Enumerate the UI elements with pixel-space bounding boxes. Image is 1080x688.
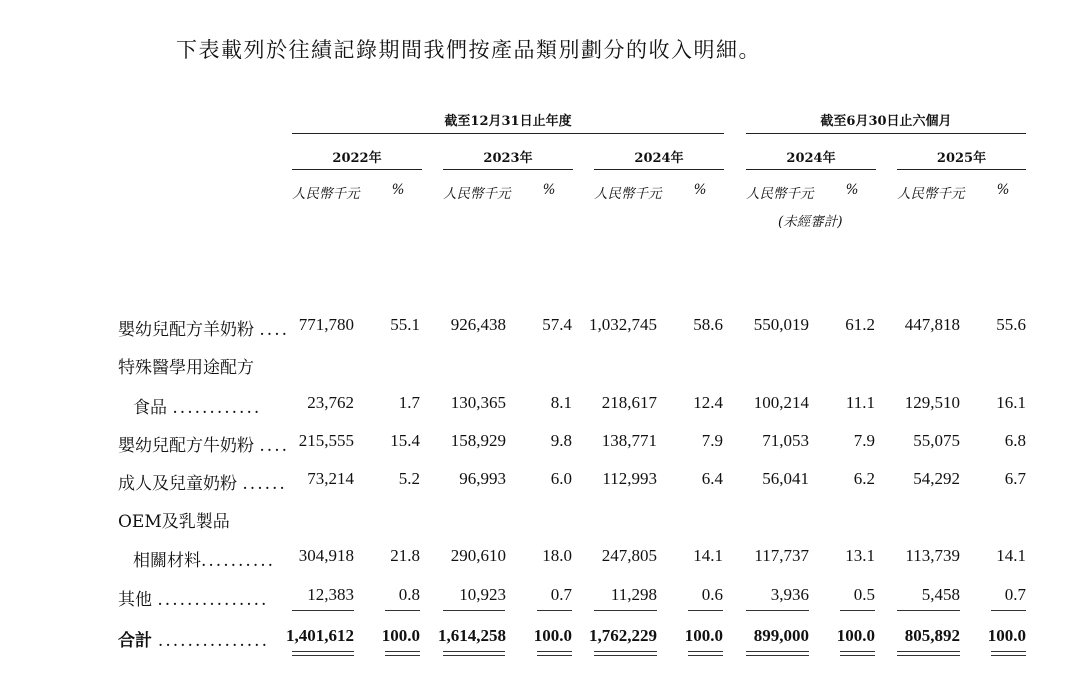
revenue-2022-total: 1,401,612 xyxy=(286,626,354,645)
row-label: 特殊醫學用途配方 xyxy=(118,358,254,378)
total-double-rule xyxy=(537,651,572,656)
row-label: 嬰幼兒配方羊奶粉 .... xyxy=(118,320,290,340)
subtotal-rule xyxy=(385,610,420,611)
header-year-2022: 2022年 xyxy=(332,151,382,166)
subtotal-rule xyxy=(688,610,723,611)
total-double-rule xyxy=(443,651,505,656)
revenue-2024: 112,993 xyxy=(602,469,657,488)
revenue-h1-2024-total: 899,000 xyxy=(753,626,809,645)
revenue-h1-2025: 113,739 xyxy=(905,546,960,565)
revenue-h1-2025: 54,292 xyxy=(913,469,960,488)
revenue-h1-2025: 129,510 xyxy=(904,393,960,412)
subtotal-rule xyxy=(746,610,809,611)
pct-h1-2025: 0.7 xyxy=(1004,585,1026,604)
pct-2022: 0.8 xyxy=(398,585,420,604)
revenue-h1-2024: 3,936 xyxy=(770,585,809,604)
rule-year-2023 xyxy=(443,169,573,170)
pct-2022: 55.1 xyxy=(390,315,420,334)
pct-h1-2025: 14.1 xyxy=(996,546,1026,565)
rule-halfyear-group xyxy=(746,133,1026,134)
revenue-h1-2025: 447,818 xyxy=(904,315,960,334)
revenue-h1-2024: 550,019 xyxy=(753,315,809,334)
rule-year-2024 xyxy=(594,169,724,170)
row-label: 成人及兒童奶粉 ...... xyxy=(118,474,287,494)
pct-2023: 8.1 xyxy=(550,393,572,412)
subtotal-rule xyxy=(292,610,354,611)
revenue-2022: 73,214 xyxy=(307,469,354,488)
pct-2024: 0.6 xyxy=(701,585,723,604)
unit-header: 人民幣千元 xyxy=(443,186,511,202)
row-label-total: 合計 ............... xyxy=(118,631,269,651)
pct-h1-2024: 7.9 xyxy=(853,431,875,450)
row-label-continued: 相關材料.......... xyxy=(133,551,276,571)
rule-year-2022 xyxy=(292,169,422,170)
pct-2023: 9.8 xyxy=(550,431,572,450)
total-double-rule xyxy=(897,651,960,656)
pct-2022: 21.8 xyxy=(390,546,420,565)
pct-h1-2025: 16.1 xyxy=(996,393,1026,412)
rule-period-2024 xyxy=(746,169,876,170)
unit-header: 人民幣千元 xyxy=(746,186,814,202)
intro-sentence: 下表載列於往績記錄期間我們按產品類別劃分的收入明細。 xyxy=(176,38,761,62)
pct-h1-2024: 13.1 xyxy=(845,546,875,565)
subtotal-rule xyxy=(537,610,572,611)
revenue-h1-2025-total: 805,892 xyxy=(904,626,960,645)
subtotal-rule xyxy=(840,610,875,611)
pct-2022-total: 100.0 xyxy=(381,626,420,645)
revenue-2023: 926,438 xyxy=(450,315,506,334)
subtotal-rule xyxy=(594,610,657,611)
pct-h1-2024: 61.2 xyxy=(845,315,875,334)
rule-period-2025 xyxy=(897,169,1026,170)
revenue-2022: 12,383 xyxy=(307,585,354,604)
revenue-h1-2024: 100,214 xyxy=(753,393,809,412)
revenue-2023: 10,923 xyxy=(459,585,506,604)
revenue-2022: 215,555 xyxy=(298,431,354,450)
pct-2024-total: 100.0 xyxy=(684,626,723,645)
row-label: 嬰幼兒配方牛奶粉 .... xyxy=(118,436,290,456)
pct-2023: 57.4 xyxy=(542,315,572,334)
row-label: OEM及乳製品 xyxy=(118,512,230,532)
pct-2023: 0.7 xyxy=(550,585,572,604)
revenue-2023: 290,610 xyxy=(450,546,506,565)
pct-header: % xyxy=(845,182,859,198)
revenue-2024: 247,805 xyxy=(601,546,657,565)
pct-2024: 6.4 xyxy=(701,469,723,488)
pct-h1-2025: 55.6 xyxy=(996,315,1026,334)
pct-2022: 1.7 xyxy=(398,393,420,412)
revenue-h1-2024: 71,053 xyxy=(762,431,809,450)
subtotal-rule xyxy=(443,610,505,611)
revenue-2024: 11,298 xyxy=(610,585,657,604)
pct-header: % xyxy=(693,182,707,198)
total-double-rule xyxy=(840,651,875,656)
unit-header: 人民幣千元 xyxy=(292,186,360,202)
total-double-rule xyxy=(991,651,1026,656)
total-double-rule xyxy=(594,651,657,656)
pct-2023-total: 100.0 xyxy=(533,626,572,645)
pct-2024: 12.4 xyxy=(693,393,723,412)
revenue-h1-2024: 117,737 xyxy=(754,546,809,565)
revenue-2023-total: 1,614,258 xyxy=(438,626,506,645)
pct-2023: 18.0 xyxy=(542,546,572,565)
total-double-rule xyxy=(292,651,354,656)
pct-2022: 15.4 xyxy=(390,431,420,450)
revenue-2022: 23,762 xyxy=(307,393,354,412)
revenue-2023: 130,365 xyxy=(450,393,506,412)
revenue-2024: 138,771 xyxy=(601,431,657,450)
revenue-2023: 158,929 xyxy=(450,431,506,450)
pct-h1-2025: 6.8 xyxy=(1004,431,1026,450)
pct-2024: 58.6 xyxy=(693,315,723,334)
header-period-2024: 2024年 xyxy=(786,151,836,166)
revenue-2024: 218,617 xyxy=(601,393,657,412)
pct-header: % xyxy=(542,182,556,198)
rule-year-group xyxy=(292,133,724,134)
pct-h1-2025-total: 100.0 xyxy=(987,626,1026,645)
revenue-2022: 771,780 xyxy=(298,315,354,334)
row-label-continued: 食品 ............ xyxy=(133,398,262,418)
pct-2024: 14.1 xyxy=(693,546,723,565)
header-year-2024: 2024年 xyxy=(634,151,684,166)
pct-h1-2024: 11.1 xyxy=(845,393,875,412)
subtotal-rule xyxy=(991,610,1026,611)
unit-header: 人民幣千元 xyxy=(594,186,662,202)
header-year-group: 截至12月31日止年度 xyxy=(444,114,572,129)
revenue-2022: 304,918 xyxy=(298,546,354,565)
revenue-2024: 1,032,745 xyxy=(589,315,657,334)
pct-header: % xyxy=(391,182,405,198)
pct-2024: 7.9 xyxy=(701,431,723,450)
revenue-2023: 96,993 xyxy=(459,469,506,488)
unaudited-note: (未經審計) xyxy=(778,214,843,230)
header-halfyear-group: 截至6月30日止六個月 xyxy=(820,114,952,129)
revenue-2024-total: 1,762,229 xyxy=(589,626,657,645)
pct-header: % xyxy=(996,182,1010,198)
pct-h1-2024: 6.2 xyxy=(853,469,875,488)
revenue-h1-2024: 56,041 xyxy=(762,469,809,488)
unit-header: 人民幣千元 xyxy=(897,186,965,202)
total-double-rule xyxy=(746,651,809,656)
total-double-rule xyxy=(688,651,723,656)
pct-2023: 6.0 xyxy=(550,469,572,488)
subtotal-rule xyxy=(897,610,960,611)
revenue-h1-2025: 5,458 xyxy=(921,585,960,604)
row-label: 其他 ............... xyxy=(118,590,269,610)
revenue-h1-2025: 55,075 xyxy=(913,431,960,450)
header-year-2023: 2023年 xyxy=(483,151,533,166)
header-period-2025: 2025年 xyxy=(936,151,987,166)
total-double-rule xyxy=(385,651,420,656)
pct-2022: 5.2 xyxy=(398,469,420,488)
pct-h1-2024-total: 100.0 xyxy=(836,626,875,645)
pct-h1-2024: 0.5 xyxy=(853,585,875,604)
pct-h1-2025: 6.7 xyxy=(1004,469,1026,488)
